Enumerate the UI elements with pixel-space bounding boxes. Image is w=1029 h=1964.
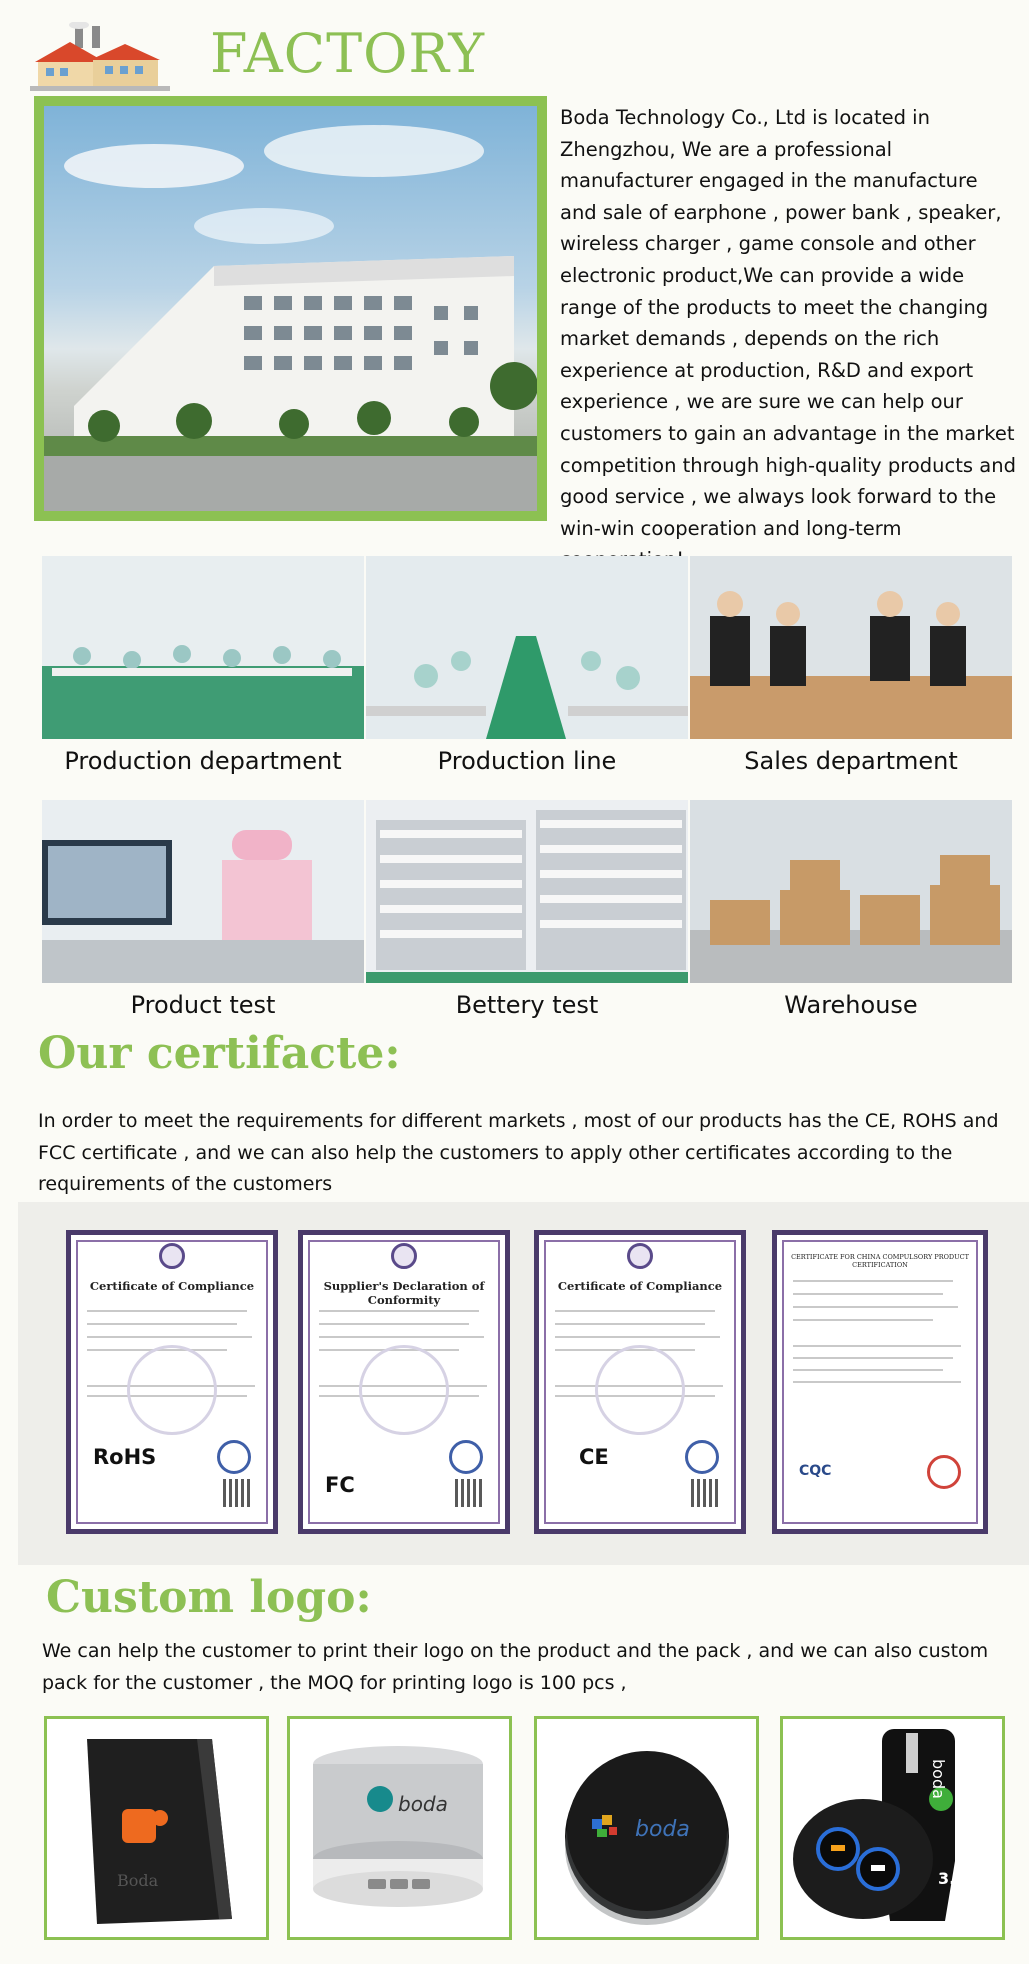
warehouse-photo: [690, 800, 1012, 983]
dept-label: Sales department: [744, 747, 958, 775]
certificate-heading: Certificate of Compliance: [89, 1279, 255, 1293]
dept-bettery-test: [366, 800, 688, 1019]
certificate-ccc: [772, 1230, 988, 1534]
stamp-icon: [449, 1440, 483, 1474]
dept-label: Production department: [64, 747, 342, 775]
bettery-test-photo: [366, 800, 688, 983]
dept-sales-department: [690, 556, 1012, 775]
product-badge: 3.0: [938, 1869, 967, 1888]
sales-department-photo: [690, 556, 1012, 739]
certificate-heading: CERTIFICATE FOR CHINA COMPULSORY PRODUCT CERTIFICATION: [791, 1253, 969, 1269]
product-brand: boda: [635, 1817, 690, 1842]
watermark-icon: [359, 1345, 449, 1435]
qr-code-icon: [455, 1479, 483, 1507]
custom-logo-text: We can help the customer to print their logo on the product and the pack , and we can also custom pack for the customer , the MOQ for printing logo is 100 pcs ,: [42, 1640, 989, 1694]
factory-building-photo: [44, 106, 537, 511]
qr-code-icon: [223, 1479, 251, 1507]
qr-code-icon: [691, 1479, 719, 1507]
factory-building-icon: [30, 22, 180, 92]
dept-warehouse: [690, 800, 1012, 1019]
seal-icon: [159, 1243, 185, 1269]
certificates-text: In order to meet the requirements for different markets , most of our products has the CE, ROHS and FCC certificate , and we can also help the customers to apply other certificates according to the requirements of the customers: [38, 1110, 999, 1195]
certificate-ce: [534, 1230, 746, 1534]
factory-photo-frame: [34, 96, 547, 521]
custom-logo-title: Custom logo:: [46, 1572, 372, 1623]
certificate-mark: RoHS: [93, 1445, 157, 1469]
product-power-bank: [44, 1716, 269, 1940]
seal-icon: [391, 1243, 417, 1269]
production-department-photo: [42, 556, 364, 739]
watermark-icon: [127, 1345, 217, 1435]
stamp-icon: [217, 1440, 251, 1474]
product-car-charger: [780, 1716, 1005, 1940]
product-speaker: [287, 1716, 512, 1940]
production-line-photo: [366, 556, 688, 739]
product-brand: Boda: [117, 1871, 159, 1890]
stamp-icon: [927, 1455, 961, 1489]
product-test-photo: [42, 800, 364, 983]
factory-intro-text: Boda Technology Co., Ltd is located in Zhengzhou, We are a professional manufacturer engaged in the manufacture and sale of earphone , power bank , speaker, wireless charger , game console and other electronic product,We can provide a wide range of the products to meet the changing market demands , depends on the rich experience at production, R&D and export experience , we are sure we can help our customers to gain an advantage in the market competition through high-quality products and good service , we always look forward to the win-win cooperation and long-term: [560, 106, 1016, 540]
certificate-mark: FC: [325, 1473, 355, 1497]
product-brand: boda: [929, 1759, 948, 1799]
dept-production-department: [42, 556, 364, 775]
stamp-icon: [685, 1440, 719, 1474]
dept-production-line: [366, 556, 688, 775]
certificate-heading: Certificate of Compliance: [557, 1279, 723, 1293]
certificates-band: [18, 1202, 1029, 1565]
factory-title: FACTORY: [210, 22, 486, 85]
dept-product-test: [42, 800, 364, 1019]
dept-label: Bettery test: [455, 991, 599, 1019]
certificates-title: Our certifacte:: [38, 1028, 401, 1079]
product-brand: boda: [398, 1792, 448, 1816]
certificate-heading: Supplier's Declaration of Conformity: [323, 1279, 485, 1307]
dept-label: Warehouse: [784, 991, 918, 1019]
certificate-fcc: [298, 1230, 510, 1534]
product-wireless-charger: [534, 1716, 759, 1940]
seal-icon: [627, 1243, 653, 1269]
dept-label: Production line: [437, 747, 617, 775]
certificate-rohs: [66, 1230, 278, 1534]
dept-label: Product test: [130, 991, 276, 1019]
certificate-mark: CE: [579, 1445, 609, 1469]
certificate-mark: CQC: [799, 1463, 832, 1479]
watermark-icon: [595, 1345, 685, 1435]
